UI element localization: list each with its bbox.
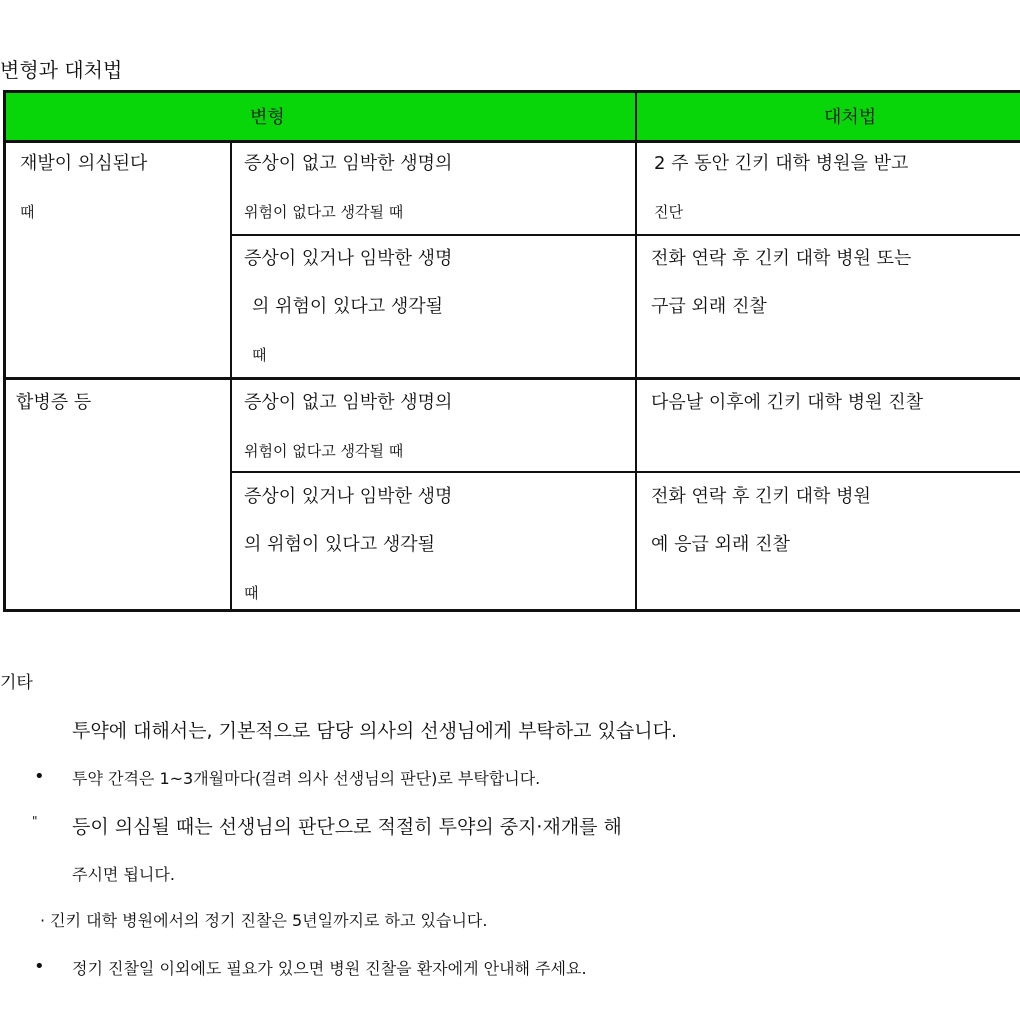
note-item: 투약 간격은 1~3개월마다(걸려 의사 선생님의 판단)로 부탁합니다. [72, 769, 541, 788]
section-title-variants: 변형과 대처법 [0, 58, 123, 82]
header-action: 대처법 [824, 107, 877, 128]
note-item: 투약에 대해서는, 기본적으로 담당 의사의 선생님에게 부탁하고 있습니다. [72, 720, 677, 742]
table-row-condition: 증상이 있거나 임박한 생명 의 위험이 있다고 생각될 때 [244, 248, 453, 364]
table-row-action: 전화 연락 후 긴키 대학 병원 또는 구급 외래 진찰 [651, 248, 912, 317]
note-item: · 긴키 대학 병원에서의 정기 진찰은 5년일까지로 하고 있습니다. [40, 911, 488, 930]
table-row-condition: 증상이 없고 임박한 생명의 위험이 없다고 생각될 때 [244, 392, 453, 460]
variants-table [3, 90, 1020, 612]
section-title-other: 기타 [0, 673, 33, 693]
column-divider [635, 93, 637, 612]
table-row-action: 2 주 동안 긴키 대학 병원을 받고 진단 [654, 153, 909, 221]
table-row-action: 전화 연락 후 긴키 대학 병원 예 응급 외래 진찰 [651, 486, 871, 555]
header-variant: 변형 [250, 107, 285, 128]
table-row-condition: 증상이 없고 임박한 생명의 위험이 없다고 생각될 때 [244, 153, 453, 221]
table-header [6, 93, 1020, 143]
note-item: 주시면 됩니다. [72, 865, 175, 884]
group-label-line: 때 [20, 203, 35, 221]
group-label-recurrence [20, 140, 147, 236]
note-item: 등이 의심될 때는 선생님의 판단으로 적절히 투약의 중지·재개를 해 [72, 816, 622, 838]
table-row-condition: 증상이 있거나 임박한 생명 의 위험이 있다고 생각될 때 [244, 486, 453, 602]
column-divider [230, 140, 232, 612]
bullet-icon: • [34, 956, 45, 977]
quote-bullet-icon: " [32, 814, 38, 828]
bullet-icon: • [34, 766, 45, 787]
table-row-action: 다음날 이후에 긴키 대학 병원 진찰 [651, 392, 924, 413]
group-label-line: 재발이 의심된다 [20, 153, 148, 174]
group-label-complications: 합병증 등 [16, 392, 92, 413]
note-item: 정기 진찰일 이외에도 필요가 있으면 병원 진찰을 환자에게 안내해 주세요. [72, 959, 587, 978]
